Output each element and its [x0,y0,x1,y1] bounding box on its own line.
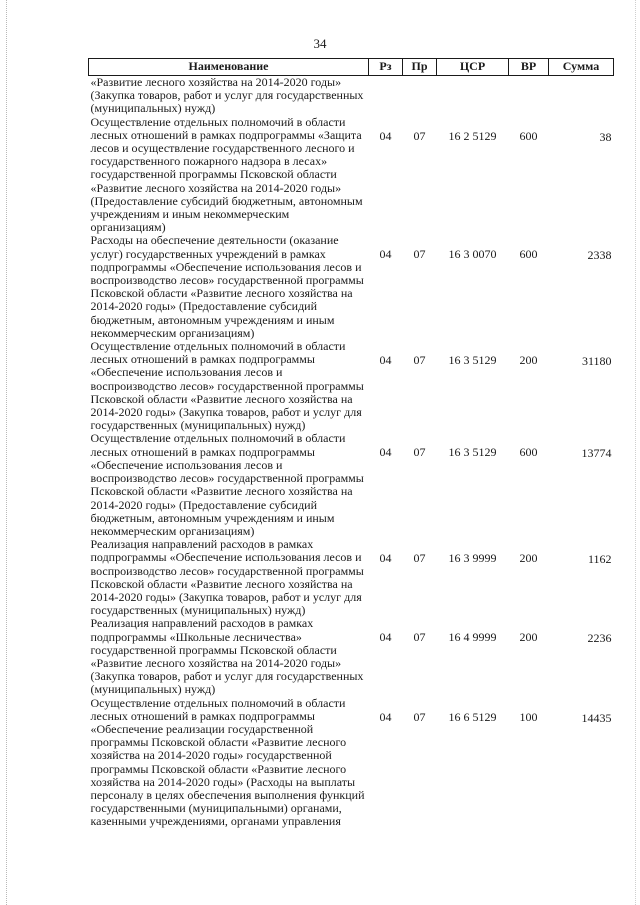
row-pr-cell: 07 [413,445,426,460]
row-csr-cell: 16 3 9999 [448,551,497,566]
row-sum-cell: 14435 [581,710,612,725]
row-pr-cell: 07 [413,709,426,724]
row-rz-cell: 04 [379,353,392,368]
table-row [89,432,614,538]
row-vr-cell: 600 [519,247,538,262]
row-vr-cell: 600 [519,128,538,143]
column-header-vr: ВР [509,59,549,76]
table-header-row [89,59,614,76]
row-sum-cell: 1162 [587,552,612,567]
row-rz-cell: 04 [379,551,392,566]
row-name-cell: «Развитие лесного хозяйства на 2014-2020 годы» (Закупка товаров, работ и услуг для государственных (муниципальных) нужд) [90,75,364,116]
budget-table [88,58,614,829]
row-vr-cell [509,76,549,116]
row-pr-cell: 07 [413,551,426,566]
column-header-rz: Рз [369,59,403,76]
row-sum-cell [549,76,614,116]
row-csr-cell: 16 2 5129 [448,128,497,143]
row-rz-cell: 04 [379,247,392,262]
row-rz-cell: 04 [379,445,392,460]
row-vr-cell: 100 [519,709,538,724]
row-name-cell: Осуществление отдельных полномочий в области лесных отношений в рамках подпрограммы «Защита лесов и осуществление государственного лесного и государственного пожарного надзора в лесах» государственной программы Псковской области «Развитие лесного хозяйства на 2014-2020 годы» (Предоставление субсидий бюджетным, автономным учреждениям и иным некоммерческим организациям) [90,114,363,235]
column-header-sum: Сумма [549,59,614,76]
row-pr-cell [403,76,437,116]
row-name-cell: Осуществление отдельных полномочий в области лесных отношений в рамках подпрограммы «Обеспечение использования лесов и воспроизводство лесов» государственной программы Псковской области «Развитие лесного хозяйства на 2014-2020 годы» (Закупка товаров, работ и услуг для государственных (муниципальных) нужд) [90,339,364,433]
table-row [89,697,614,829]
column-header-pr: Пр [403,59,437,76]
row-vr-cell: 200 [519,551,538,566]
table-row [89,116,614,235]
row-csr-cell: 16 6 5129 [448,709,497,724]
row-pr-cell: 07 [413,630,426,645]
row-name-cell: Расходы на обеспечение деятельности (оказание услуг) государственных учреждений в рамках подпрограммы «Обеспечение использования лесов и воспроизводство лесов» государственной программы Псковской области «Развитие лесного хозяйства на 2014-2020 годы» (Предоставление субсидий бюджетным, автономным учреждениям и иным некоммерческим организациям) [90,233,364,340]
page-number: 34 [313,36,327,51]
row-rz-cell: 04 [379,128,392,143]
row-name-cell: Осуществление отдельных полномочий в области лесных отношений в рамках подпрограммы «Обеспечение реализации государственной программы Псковской области «Развитие лесного хозяйства на 2014-2020 годы» государственной программы Псковской области «Развитие лесного хозяйства на 2014-2020 годы» (Расходы на выплаты персоналу в целях обеспечения выполнения функций государственными (муниципальными) органами, казенными учреждениями, органами управления [90,695,365,829]
column-header-name: Наименование [89,59,369,76]
table-row [89,340,614,432]
row-sum-cell: 31180 [581,354,612,369]
row-rz-cell: 04 [379,630,392,645]
row-csr-cell: 16 4 9999 [448,630,497,645]
table-row [89,234,614,340]
column-header-csr: ЦСР [437,59,509,76]
row-csr-cell: 16 3 0070 [448,247,497,262]
scan-edge-right [635,0,636,905]
row-vr-cell: 600 [519,445,538,460]
row-name-cell: Осуществление отдельных полномочий в области лесных отношений в рамках подпрограммы «Обеспечение использования лесов и воспроизводство лесов» государственной программы Псковской области «Развитие лесного хозяйства на 2014-2020 годы» (Предоставление субсидий бюджетным, автономным учреждениям и иным некоммерческим организациям) [90,431,364,538]
row-sum-cell: 2338 [587,248,612,263]
row-name-cell: Реализация направлений расходов в рамках подпрограммы «Школьные лесничества» государственной программы Псковской области «Развитие лесного хозяйства на 2014-2020 годы» (Закупка товаров, работ и услуг для государственных (муниципальных) нужд) [90,616,364,697]
table-row [89,538,614,617]
row-name-cell: Реализация направлений расходов в рамках подпрограммы «Обеспечение использования лесов и воспроизводство лесов» государственной программы Псковской области «Развитие лесного хозяйства на 2014-2020 годы» (Закупка товаров, работ и услуг для государственных (муниципальных) нужд) [90,537,364,618]
table-row [89,76,614,116]
row-sum-cell: 2236 [587,631,612,646]
table-body [89,76,614,829]
row-vr-cell: 200 [519,630,538,645]
row-pr-cell: 07 [413,247,426,262]
row-rz-cell [369,76,403,116]
row-sum-cell: 38 [599,129,612,144]
table-row [89,617,614,696]
row-rz-cell: 04 [379,709,392,724]
row-csr-cell: 16 3 5129 [448,353,497,368]
row-pr-cell: 07 [413,353,426,368]
scan-edge-left [6,0,7,905]
row-csr-cell [437,76,509,116]
row-vr-cell: 200 [519,353,538,368]
row-pr-cell: 07 [413,128,426,143]
row-csr-cell: 16 3 5129 [448,445,497,460]
row-sum-cell: 13774 [581,446,612,461]
table-header [89,59,614,76]
